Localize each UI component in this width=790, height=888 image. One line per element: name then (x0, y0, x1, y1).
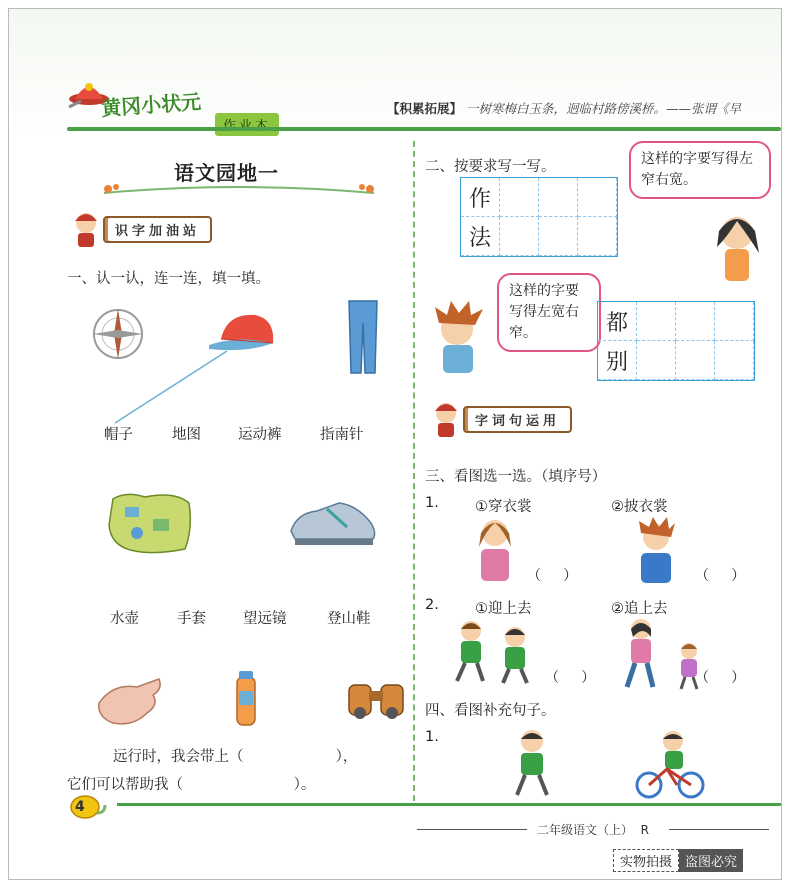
girl-putting-on-clothes-icon (471, 513, 519, 585)
fill-sentence-line-2: 它们可以帮助我（ ）。 (67, 777, 316, 793)
column-divider (413, 141, 415, 801)
label-compass: 指南针 (320, 427, 364, 443)
writing-grid-1 (460, 177, 618, 257)
grid-cell[interactable] (500, 178, 539, 217)
answer-parentheses[interactable]: （ ） (695, 568, 746, 584)
label-sweatpants: 运动裤 (238, 427, 282, 443)
section-badge-label: 字词句运用 (463, 406, 572, 433)
q3-item-2-option-1: ①迎上去 (475, 601, 532, 617)
grid-cell[interactable] (539, 217, 578, 256)
grid-cell-char: 别 (598, 341, 637, 380)
grid-cell-char: 都 (598, 302, 637, 341)
label-map: 地图 (172, 427, 201, 443)
speech-bubble-2: 这样的字要写得左宽右窄。 (497, 273, 601, 352)
q4-item-1-number: 1. (425, 729, 439, 745)
question-2: 二、按要求写一写。 (425, 159, 556, 175)
grid-cell-char: 作 (461, 178, 500, 217)
section-badge-literacy (69, 209, 212, 249)
label-hiking-shoes: 登山鞋 (327, 611, 371, 627)
book-label (215, 113, 279, 136)
boy-mascot-icon (429, 399, 463, 439)
answer-parentheses[interactable]: （ ） (527, 568, 578, 584)
label-binoculars: 望远镜 (243, 611, 287, 627)
footer-rule-left (417, 829, 527, 830)
writing-grid-2 (597, 301, 755, 381)
example-connect-line (109, 347, 229, 427)
gloves-icon (93, 673, 165, 729)
grid-cell[interactable] (637, 341, 676, 380)
workbook-page (8, 8, 782, 880)
label-gloves: 手套 (177, 611, 206, 627)
girl-mascot-icon (709, 207, 765, 287)
grid-cell-char: 法 (461, 217, 500, 256)
fill-sentence-line-1: 远行时，我会带上（ ）， (113, 749, 358, 765)
accumulation-tag: 【积累拓展】 (387, 101, 463, 116)
question-4: 四、看图补充句子。 (425, 703, 556, 719)
map-icon (105, 489, 195, 557)
binoculars-icon (345, 675, 407, 721)
grid-cell[interactable] (676, 341, 715, 380)
section-badge-words (429, 399, 572, 439)
grid-cell[interactable] (715, 302, 754, 341)
question-1: 一、认一认，连一连，填一填。 (67, 271, 270, 287)
stamp-left-text: 实物拍摄 (613, 849, 679, 872)
question-3: 三、看图选一选。（填序号） (425, 469, 607, 485)
sweatpants-icon (345, 297, 381, 377)
answer-parentheses[interactable]: （ ） (695, 670, 746, 686)
q3-item-2-number: 2. (425, 597, 439, 613)
grid-cell[interactable] (539, 178, 578, 217)
q3-item-2-option-2: ②追上去 (611, 601, 668, 617)
boys-greeting-icon (445, 617, 539, 687)
grid-cell[interactable] (578, 178, 617, 217)
page-title: 语文园地一 (174, 161, 279, 185)
grid-cell[interactable] (578, 217, 617, 256)
page-number: 4 (75, 799, 85, 815)
grid-cell[interactable] (637, 302, 676, 341)
logo-text: 黄冈小状元 (100, 89, 202, 121)
footer-divider (117, 803, 781, 806)
boy-running-icon (507, 727, 557, 799)
footer-rule-right (669, 829, 769, 830)
q3-item-1-option-2: ②披衣裳 (611, 499, 668, 515)
hiking-shoe-icon (287, 497, 379, 551)
answer-parentheses[interactable]: （ ） (545, 670, 596, 686)
q3-item-1-option-1: ①穿衣裳 (475, 499, 532, 515)
stamp-right-text: 盗图必究 (679, 849, 743, 872)
grid-cell[interactable] (676, 302, 715, 341)
snail-page-icon (67, 791, 107, 821)
speech-bubble-1: 这样的字要写得左窄右宽。 (629, 141, 771, 199)
boy-draping-clothes-icon (633, 515, 679, 585)
label-cap: 帽子 (104, 427, 133, 443)
boy-spiky-hair-icon (427, 297, 489, 377)
grid-cell[interactable] (715, 341, 754, 380)
boy-mascot-icon (69, 209, 103, 249)
q3-item-1-number: 1. (425, 495, 439, 511)
header-divider (67, 127, 781, 131)
kettle-icon (231, 669, 261, 729)
label-kettle: 水壶 (110, 611, 139, 627)
grid-cell[interactable] (500, 217, 539, 256)
section-badge-label: 识字加油站 (103, 216, 212, 243)
accumulation-text: 一树寒梅白玉条，迥临村路傍溪桥。——张谓《早 (466, 101, 742, 116)
book-info: 二年级语文（上） R (537, 823, 649, 837)
title-vine-decoration (94, 177, 384, 199)
watermark-stamp (613, 849, 743, 872)
accumulation-note (387, 99, 741, 117)
boy-riding-bicycle-icon (635, 729, 705, 801)
